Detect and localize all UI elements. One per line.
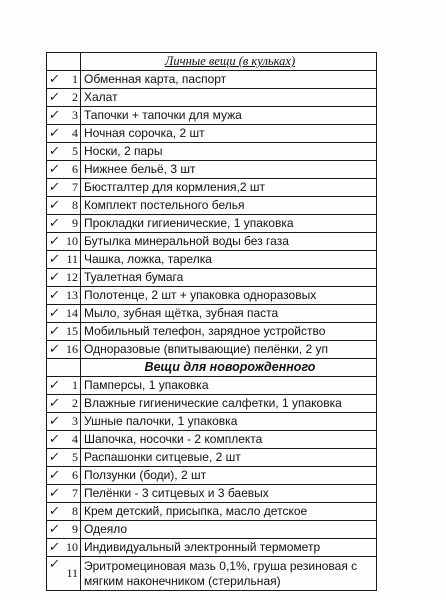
item-number-cell [47, 485, 81, 503]
item-number-cell [47, 413, 81, 431]
handwritten-checkmark-icon: ✓ [47, 270, 61, 285]
item-number: 6 [72, 162, 78, 176]
handwritten-checkmark-icon: ✓ [47, 198, 61, 213]
handwritten-checkmark-icon: ✓ [47, 486, 61, 501]
section-header-num-cell [47, 53, 81, 71]
item-text: Полотенце, 2 шт + упаковка одноразовых [81, 287, 377, 305]
item-text: Ушные палочки, 1 упаковка [81, 413, 377, 431]
item-text: Прокладки гигиенические, 1 упаковка [81, 215, 377, 233]
item-number: 11 [66, 566, 78, 580]
item-number: 1 [72, 378, 78, 392]
handwritten-checkmark-icon: ✓ [47, 234, 61, 249]
checklist-row [47, 539, 377, 557]
item-text: Бутылка минеральной воды без газа [81, 233, 377, 251]
item-text: Туалетная бумага [81, 269, 377, 287]
section-title-personal: Личные вещи (в кульках) [81, 53, 377, 71]
item-text: Шапочка, носочки - 2 комплекта [81, 431, 377, 449]
handwritten-checkmark-icon: ✓ [47, 288, 61, 303]
item-number: 15 [66, 324, 78, 338]
item-text: Чашка, ложка, тарелка [81, 251, 377, 269]
item-number: 12 [66, 270, 78, 284]
item-number: 11 [66, 252, 78, 266]
handwritten-checkmark-icon: ✓ [47, 396, 61, 411]
handwritten-checkmark-icon: ✓ [47, 126, 61, 141]
checklist-row [47, 89, 377, 107]
item-number: 9 [72, 522, 78, 536]
item-number: 2 [72, 90, 78, 104]
checklist-row [47, 467, 377, 485]
checklist-row [47, 503, 377, 521]
handwritten-checkmark-icon: ✓ [47, 342, 61, 357]
item-number: 8 [72, 198, 78, 212]
checklist-row [47, 269, 377, 287]
section-header-newborn [47, 359, 377, 377]
item-number-cell [47, 71, 81, 89]
item-number-cell [47, 395, 81, 413]
section-header-num-cell [47, 359, 81, 377]
item-text: Мобильный телефон, зарядное устройство [81, 323, 377, 341]
checklist-row [47, 233, 377, 251]
item-number: 4 [72, 432, 78, 446]
handwritten-checkmark-icon: ✓ [47, 432, 61, 447]
item-number: 6 [72, 468, 78, 482]
item-number-cell [47, 287, 81, 305]
handwritten-checkmark-icon: ✓ [47, 306, 61, 321]
item-text: Пелёнки - 3 ситцевых и 3 баевых [81, 485, 377, 503]
item-number-cell [47, 269, 81, 287]
item-number: 8 [72, 504, 78, 518]
checklist-row [47, 395, 377, 413]
item-number: 7 [72, 486, 78, 500]
section-title-newborn: Вещи для новорожденного [81, 359, 377, 377]
item-text: Одеяло [81, 521, 377, 539]
handwritten-checkmark-icon: ✓ [47, 468, 61, 483]
checklist-row [47, 413, 377, 431]
checklist-row [47, 485, 377, 503]
handwritten-checkmark-icon: ✓ [47, 180, 61, 195]
item-number: 5 [72, 450, 78, 464]
handwritten-checkmark-icon: ✓ [47, 378, 61, 393]
item-text: Обменная карта, паспорт [81, 71, 377, 89]
checklist-row [47, 197, 377, 215]
handwritten-checkmark-icon: ✓ [47, 450, 61, 465]
item-number-cell [47, 341, 81, 359]
item-number: 16 [66, 342, 78, 356]
item-number: 10 [66, 234, 78, 248]
checklist-row [47, 251, 377, 269]
checklist-row [47, 287, 377, 305]
item-number-cell [47, 467, 81, 485]
item-number-cell [47, 143, 81, 161]
item-number-cell [47, 521, 81, 539]
item-number: 5 [72, 144, 78, 158]
item-number-cell [47, 233, 81, 251]
item-number-cell [47, 197, 81, 215]
item-number: 3 [72, 414, 78, 428]
handwritten-checkmark-icon: ✓ [47, 162, 61, 177]
item-text: Мыло, зубная щётка, зубная паста [81, 305, 377, 323]
item-text: Ползунки (боди), 2 шт [81, 467, 377, 485]
checklist-row [47, 305, 377, 323]
item-text: Тапочки + тапочки для мужа [81, 107, 377, 125]
item-number: 7 [72, 180, 78, 194]
item-number-cell [47, 377, 81, 395]
item-number-cell [47, 107, 81, 125]
checklist-row [47, 341, 377, 359]
handwritten-checkmark-icon: ✓ [47, 557, 61, 572]
item-number-cell [47, 323, 81, 341]
handwritten-checkmark-icon: ✓ [47, 90, 61, 105]
handwritten-checkmark-icon: ✓ [47, 414, 61, 429]
item-number: 3 [72, 108, 78, 122]
item-text: Нижнее бельё, 3 шт [81, 161, 377, 179]
checklist-row [47, 179, 377, 197]
item-number: 1 [72, 72, 78, 86]
checklist-row [47, 107, 377, 125]
checklist-body [47, 53, 377, 591]
checklist-table [46, 52, 377, 591]
checklist-row [47, 161, 377, 179]
item-number-cell [47, 89, 81, 107]
item-number-cell [47, 449, 81, 467]
item-number-cell [47, 557, 81, 591]
checklist-row [47, 521, 377, 539]
handwritten-checkmark-icon: ✓ [47, 324, 61, 339]
item-number-cell [47, 251, 81, 269]
handwritten-checkmark-icon: ✓ [47, 540, 61, 555]
item-number-cell [47, 503, 81, 521]
checklist-row [47, 449, 377, 467]
handwritten-checkmark-icon: ✓ [47, 108, 61, 123]
item-text: Одноразовые (впитывающие) пелёнки, 2 уп [81, 341, 377, 359]
checklist-row [47, 323, 377, 341]
checklist-row [47, 125, 377, 143]
handwritten-checkmark-icon: ✓ [47, 72, 61, 87]
handwritten-checkmark-icon: ✓ [47, 144, 61, 159]
item-text: Индивидуальный электронный термометр [81, 539, 377, 557]
item-text: Комплект постельного белья [81, 197, 377, 215]
item-number-cell [47, 179, 81, 197]
item-number: 9 [72, 216, 78, 230]
checklist-row [47, 71, 377, 89]
handwritten-checkmark-icon: ✓ [47, 252, 61, 267]
item-number-cell [47, 215, 81, 233]
item-number-cell [47, 125, 81, 143]
item-text: Памперсы, 1 упаковка [81, 377, 377, 395]
item-number-cell [47, 305, 81, 323]
handwritten-checkmark-icon: ✓ [47, 522, 61, 537]
item-text: Носки, 2 пары [81, 143, 377, 161]
section-header-personal [47, 53, 377, 71]
item-text: Халат [81, 89, 377, 107]
checklist-row [47, 377, 377, 395]
item-number-cell [47, 539, 81, 557]
item-text: Влажные гигиенические салфетки, 1 упаковка [81, 395, 377, 413]
checklist-row [47, 431, 377, 449]
item-number: 10 [66, 540, 78, 554]
item-number: 4 [72, 126, 78, 140]
checklist-row [47, 143, 377, 161]
item-text: Эритромециновая мазь 0,1%, груша резиновая с мягким наконечником (стерильная) [81, 557, 377, 591]
checklist-row [47, 215, 377, 233]
item-number: 13 [66, 288, 78, 302]
item-number: 14 [66, 306, 78, 320]
item-number-cell [47, 161, 81, 179]
item-number-cell [47, 431, 81, 449]
handwritten-checkmark-icon: ✓ [47, 216, 61, 231]
handwritten-checkmark-icon: ✓ [47, 504, 61, 519]
checklist-row [47, 557, 377, 591]
item-text: Распашонки ситцевые, 2 шт [81, 449, 377, 467]
item-text: Крем детский, присыпка, масло детское [81, 503, 377, 521]
item-number: 2 [72, 396, 78, 410]
item-text: Ночная сорочка, 2 шт [81, 125, 377, 143]
item-text: Бюстгалтер для кормления,2 шт [81, 179, 377, 197]
